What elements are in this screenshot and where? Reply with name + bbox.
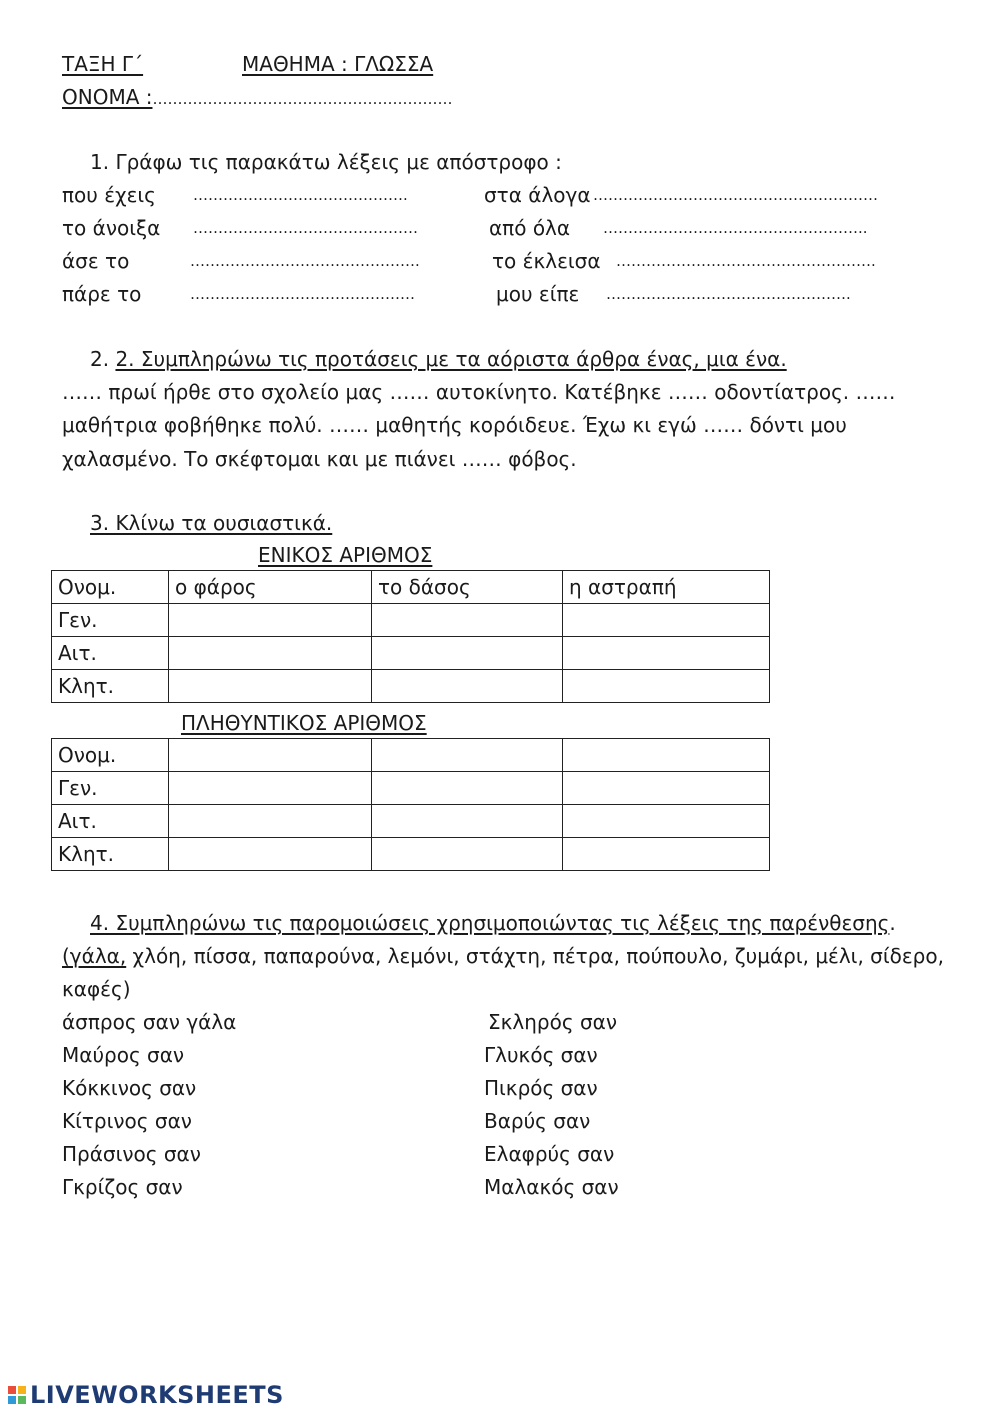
answer-cell[interactable] (169, 637, 372, 670)
logo-square (8, 1386, 16, 1394)
word-bank-end: καφές) (62, 977, 131, 1001)
simile-left[interactable]: Κόκκινος σαν (62, 1076, 197, 1100)
class-label: ΤΑΞΗ Γ΄ (62, 52, 144, 76)
ex2-line[interactable]: χαλασμένο. Το σκέφτομαι και με πιάνει …… φόβος. (62, 447, 577, 471)
case-label: Ονομ. (52, 571, 169, 604)
subject-label: ΜΑΘΗΜΑ : ΓΛΩΣΣΑ (242, 52, 434, 76)
word-bank-rest: χλόη, πίσσα, παπαρούνα, λεμόνι, στάχτη, πέτρα, πούπουλο, ζυμάρι, μέλι, σίδερο, (126, 944, 944, 968)
ex2-heading-number: 2. (90, 347, 116, 371)
ex1-heading: 1. Γράφω τις παρακάτω λέξεις με απόστροφο : (90, 150, 562, 174)
ex1-right-word: από όλα (489, 216, 571, 240)
word-bank-first: (γάλα, (62, 944, 127, 968)
liveworksheets-logo-icon (8, 1386, 26, 1404)
ex1-blank[interactable]: ……………………………………………. (616, 252, 876, 270)
answer-cell[interactable] (169, 838, 372, 871)
case-label: Κλητ. (52, 670, 169, 703)
case-label: Ονομ. (52, 739, 169, 772)
answer-cell[interactable] (372, 739, 563, 772)
table-row (52, 571, 770, 604)
case-label: Γεν. (52, 604, 169, 637)
ex1-right-word: στα άλογα (484, 183, 591, 207)
ex1-left-word: που έχεις (62, 183, 156, 207)
case-label: Αιτ. (52, 805, 169, 838)
brand-text: LIVEWORKSHEETS (30, 1381, 284, 1409)
ex1-right-word: το έκλεισα (492, 249, 601, 273)
simile-right[interactable]: Σκληρός σαν (488, 1010, 617, 1034)
answer-cell[interactable] (372, 772, 563, 805)
table-row (52, 604, 770, 637)
answer-cell[interactable] (563, 670, 770, 703)
ex1-blank[interactable]: ……………………………………. (193, 186, 408, 204)
answer-cell[interactable] (372, 604, 563, 637)
answer-cell[interactable] (169, 604, 372, 637)
ex2-heading-text: 2. Συμπληρώνω τις προτάσεις με τα αόριστα άρθρα ένας, μια ένα. (115, 347, 787, 371)
ex4-heading-end: . (889, 911, 896, 935)
plural-title: ΠΛΗΘΥΝΤΙΚΟΣ ΑΡΙΘΜΟΣ (181, 711, 427, 735)
plural-table (51, 738, 770, 871)
table-row (52, 838, 770, 871)
ex1-blank[interactable]: ……………………………………… (190, 285, 415, 303)
simile-left[interactable]: Πράσινος σαν (62, 1142, 201, 1166)
ex4-word-bank (62, 943, 944, 969)
ex1-blank[interactable]: ………………………………………………… (593, 186, 878, 204)
ex3-heading: 3. Κλίνω τα ουσιαστικά. (90, 511, 333, 535)
simile-right[interactable]: Ελαφρύς σαν (484, 1142, 615, 1166)
table-row (52, 772, 770, 805)
ex1-left-word: πάρε το (62, 282, 142, 306)
ex1-blank[interactable]: ………………………………………. (190, 252, 420, 270)
ex1-right-word: μου είπε (496, 282, 580, 306)
ex1-blank[interactable]: …………………………………………. (606, 285, 851, 303)
ex1-blank[interactable]: …………………………………………….. (603, 219, 868, 237)
simile-left[interactable]: άσπρος σαν γάλα (62, 1010, 237, 1034)
answer-cell[interactable] (563, 739, 770, 772)
noun-header: η αστραπή (563, 571, 770, 604)
simile-left[interactable]: Γκρίζος σαν (62, 1175, 183, 1199)
ex1-left-word: άσε το (62, 249, 130, 273)
case-label: Κλητ. (52, 838, 169, 871)
answer-cell[interactable] (372, 838, 563, 871)
liveworksheets-brand[interactable] (8, 1380, 284, 1410)
answer-cell[interactable] (169, 772, 372, 805)
noun-header: ο φάρος (169, 571, 372, 604)
noun-header: το δάσος (372, 571, 563, 604)
answer-cell[interactable] (563, 772, 770, 805)
table-row (52, 637, 770, 670)
singular-table (51, 570, 770, 703)
answer-cell[interactable] (169, 805, 372, 838)
table-row (52, 670, 770, 703)
simile-right[interactable]: Μαλακός σαν (484, 1175, 619, 1199)
name-label: ΟΝΟΜΑ : (62, 85, 153, 109)
simile-right[interactable]: Γλυκός σαν (484, 1043, 598, 1067)
student-name-field[interactable] (62, 84, 452, 112)
simile-left[interactable]: Μαύρος σαν (62, 1043, 185, 1067)
name-dots: …………………………………………………… (152, 90, 453, 108)
ex4-heading (90, 910, 896, 936)
answer-cell[interactable] (372, 670, 563, 703)
answer-cell[interactable] (372, 805, 563, 838)
answer-cell[interactable] (372, 637, 563, 670)
answer-cell[interactable] (563, 604, 770, 637)
case-label: Αιτ. (52, 637, 169, 670)
answer-cell[interactable] (169, 670, 372, 703)
answer-cell[interactable] (563, 637, 770, 670)
simile-left[interactable]: Κίτρινος σαν (62, 1109, 192, 1133)
table-row (52, 739, 770, 772)
logo-square (18, 1396, 26, 1404)
simile-right[interactable]: Βαρύς σαν (484, 1109, 591, 1133)
ex2-line[interactable]: μαθήτρια φοβήθηκε πολύ. …… μαθητής κορόιδευε. Έχω κι εγώ …… δόντι μου (62, 413, 847, 437)
ex2-line[interactable]: …… πρωί ήρθε στο σχολείο μας …… αυτοκίνητο. Κατέβηκε …… οδοντίατρος. …… (62, 380, 896, 404)
ex4-heading-text: 4. Συμπληρώνω τις παρομοιώσεις χρησιμοποιώντας τις λέξεις της παρένθεσης (90, 911, 890, 935)
case-label: Γεν. (52, 772, 169, 805)
ex1-left-word: το άνοιξα (62, 216, 161, 240)
answer-cell[interactable] (563, 805, 770, 838)
logo-square (8, 1396, 16, 1404)
ex1-blank[interactable]: ……………………………………… (193, 219, 418, 237)
singular-title: ΕΝΙΚΟΣ ΑΡΙΘΜΟΣ (258, 543, 433, 567)
simile-right[interactable]: Πικρός σαν (484, 1076, 598, 1100)
ex2-heading (90, 346, 787, 372)
answer-cell[interactable] (563, 838, 770, 871)
logo-square (18, 1386, 26, 1394)
answer-cell[interactable] (169, 739, 372, 772)
table-row (52, 805, 770, 838)
